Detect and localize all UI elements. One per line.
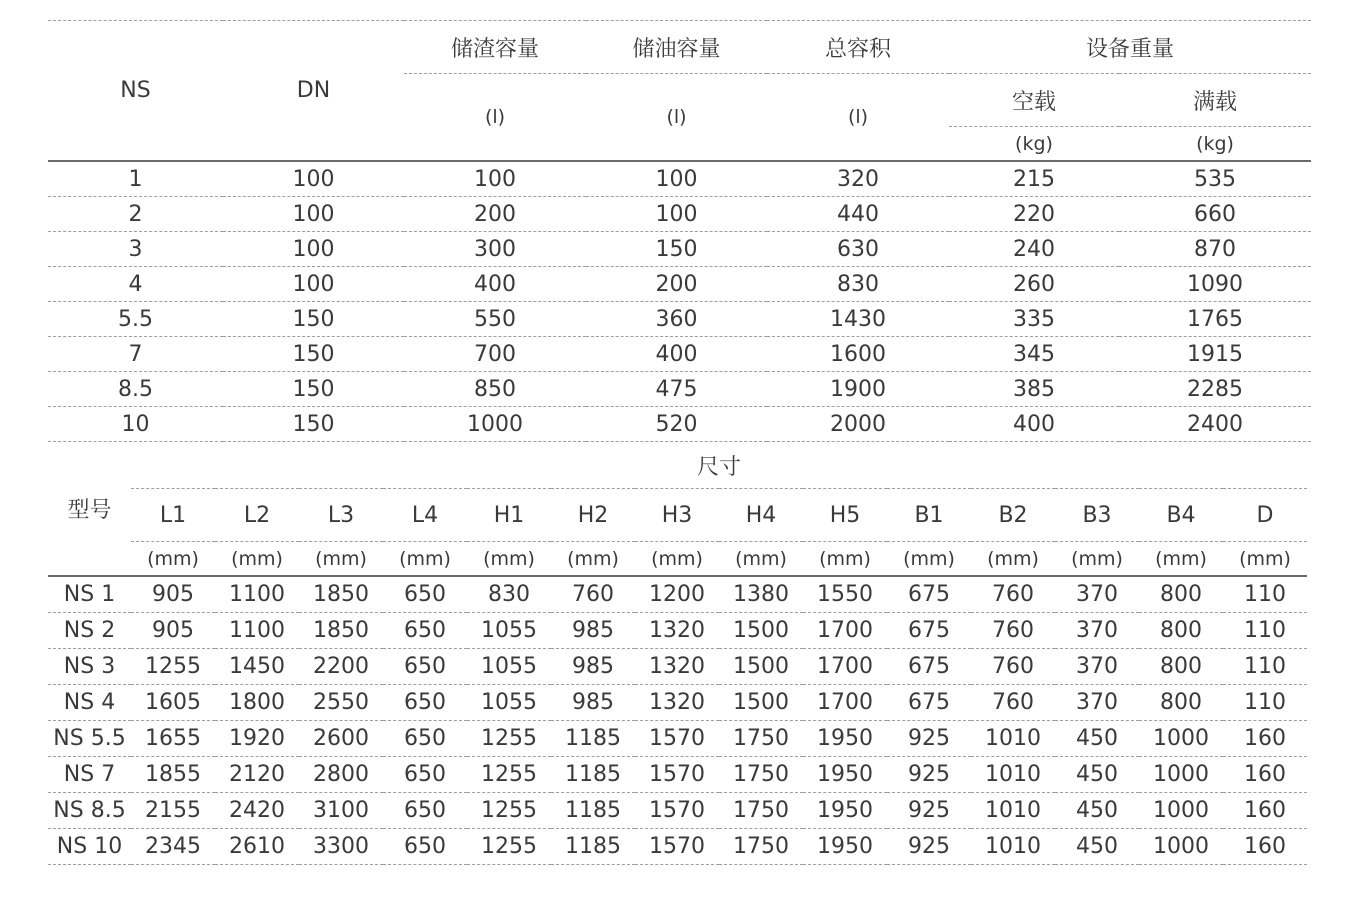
- cell-dim-l3: 1850: [299, 576, 383, 613]
- unit-col-h3: (mm): [651, 547, 703, 570]
- cell-dim-b1: 675: [887, 576, 971, 613]
- header-col-l3: L3: [299, 489, 383, 542]
- cell-dim-l1: 1255: [131, 649, 215, 685]
- cell-empty: 260: [949, 267, 1119, 302]
- unit-empty: (kg): [1015, 132, 1053, 155]
- cell-dim-h5: 1950: [803, 721, 887, 757]
- cell-empty: 335: [949, 302, 1119, 337]
- unit-col-d: (mm): [1239, 547, 1291, 570]
- cell-model: NS 8.5: [48, 793, 131, 829]
- cell-oil: 475: [586, 372, 767, 407]
- cell-dim-d: 110: [1223, 613, 1307, 649]
- unit-col-h4: (mm): [735, 547, 787, 570]
- cell-dim-h2: 760: [551, 576, 635, 613]
- cell-dim-b4: 800: [1139, 685, 1223, 721]
- cell-dim-l1: 1605: [131, 685, 215, 721]
- cell-dim-b2: 760: [971, 685, 1055, 721]
- cell-dim-l3: 2800: [299, 757, 383, 793]
- cell-empty: 240: [949, 232, 1119, 267]
- header-col-l1: L1: [131, 489, 215, 542]
- cell-dn: 100: [223, 197, 404, 232]
- cell-empty: 400: [949, 407, 1119, 442]
- cell-dim-d: 160: [1223, 829, 1307, 865]
- cell-dim-h4: 1750: [719, 793, 803, 829]
- header-col-h5: H5: [803, 489, 887, 542]
- header-equipment-weight: 设备重量: [949, 21, 1311, 74]
- table-row: [48, 793, 1307, 829]
- cell-dn: 150: [223, 407, 404, 442]
- cell-ns: 8.5: [48, 372, 223, 407]
- table-row: [48, 407, 1311, 442]
- cell-dim-l3: 2200: [299, 649, 383, 685]
- cell-ns: 2: [48, 197, 223, 232]
- cell-dim-h1: 1255: [467, 757, 551, 793]
- cell-dim-d: 160: [1223, 721, 1307, 757]
- cell-model: NS 1: [48, 576, 131, 613]
- cell-dn: 150: [223, 337, 404, 372]
- cell-dim-h3: 1570: [635, 793, 719, 829]
- unit-oil: (l): [666, 106, 687, 128]
- cell-dim-h3: 1570: [635, 757, 719, 793]
- cell-dim-l4: 650: [383, 649, 467, 685]
- cell-residue: 850: [404, 372, 586, 407]
- header-dn: DN: [223, 21, 404, 161]
- cell-dim-d: 160: [1223, 793, 1307, 829]
- cell-empty: 345: [949, 337, 1119, 372]
- unit-col-h1: (mm): [483, 547, 535, 570]
- cell-model: NS 10: [48, 829, 131, 865]
- cell-empty: 220: [949, 197, 1119, 232]
- table-row: [48, 613, 1307, 649]
- cell-dim-h1: 1055: [467, 685, 551, 721]
- cell-dim-h3: 1320: [635, 685, 719, 721]
- cell-dim-d: 110: [1223, 685, 1307, 721]
- unit-col-h5: (mm): [819, 547, 871, 570]
- cell-dim-l3: 2600: [299, 721, 383, 757]
- cell-total: 2000: [767, 407, 949, 442]
- cell-dim-b1: 675: [887, 613, 971, 649]
- cell-full: 2400: [1119, 407, 1311, 442]
- header-model: 型号: [67, 498, 112, 523]
- cell-dim-h5: 1950: [803, 829, 887, 865]
- cell-model: NS 5.5: [48, 721, 131, 757]
- cell-dim-b3: 370: [1055, 685, 1139, 721]
- cell-dim-h5: 1700: [803, 685, 887, 721]
- table-row: [48, 829, 1307, 865]
- cell-model: NS 2: [48, 613, 131, 649]
- header-full: 满载: [1119, 74, 1311, 127]
- cell-dim-h2: 1185: [551, 829, 635, 865]
- cell-dim-l2: 2420: [215, 793, 299, 829]
- cell-dim-h1: 1055: [467, 649, 551, 685]
- cell-dim-l1: 1855: [131, 757, 215, 793]
- cell-dim-h1: 1055: [467, 613, 551, 649]
- cell-residue: 550: [404, 302, 586, 337]
- cell-total: 830: [767, 267, 949, 302]
- cell-dim-l2: 1100: [215, 613, 299, 649]
- cell-dim-h1: 1255: [467, 793, 551, 829]
- cell-dim-h5: 1700: [803, 613, 887, 649]
- header-col-l2: L2: [215, 489, 299, 542]
- cell-dim-b1: 925: [887, 757, 971, 793]
- cell-dim-b1: 925: [887, 793, 971, 829]
- cell-dim-l3: 1850: [299, 613, 383, 649]
- cell-dim-h2: 1185: [551, 721, 635, 757]
- cell-dim-h2: 1185: [551, 793, 635, 829]
- header-residue-capacity: 储渣容量: [404, 21, 586, 74]
- cell-dim-l2: 1920: [215, 721, 299, 757]
- cell-dim-l4: 650: [383, 685, 467, 721]
- cell-residue: 400: [404, 267, 586, 302]
- cell-dim-l1: 1655: [131, 721, 215, 757]
- cell-dim-b1: 675: [887, 685, 971, 721]
- cell-full: 1090: [1119, 267, 1311, 302]
- unit-residue: (l): [484, 106, 506, 128]
- cell-dim-l3: 3100: [299, 793, 383, 829]
- cell-dim-d: 110: [1223, 649, 1307, 685]
- cell-dim-h4: 1500: [719, 685, 803, 721]
- cell-ns: 7: [48, 337, 223, 372]
- cell-oil: 100: [586, 161, 767, 197]
- cell-full: 1915: [1119, 337, 1311, 372]
- cell-dim-b1: 675: [887, 649, 971, 685]
- cell-empty: 215: [949, 161, 1119, 197]
- cell-dim-h5: 1700: [803, 649, 887, 685]
- cell-ns: 3: [48, 232, 223, 267]
- cell-ns: 1: [48, 161, 223, 197]
- cell-dim-l4: 650: [383, 613, 467, 649]
- cell-dim-b2: 1010: [971, 829, 1055, 865]
- cell-dim-b4: 1000: [1139, 829, 1223, 865]
- cell-model: NS 3: [48, 649, 131, 685]
- unit-col-b1: (mm): [903, 547, 955, 570]
- cell-residue: 700: [404, 337, 586, 372]
- cell-dn: 100: [223, 267, 404, 302]
- cell-dim-h1: 1255: [467, 721, 551, 757]
- cell-dim-b1: 925: [887, 721, 971, 757]
- cell-dim-b2: 760: [971, 613, 1055, 649]
- cell-dim-h4: 1750: [719, 721, 803, 757]
- cell-residue: 1000: [404, 407, 586, 442]
- cell-dim-b4: 1000: [1139, 793, 1223, 829]
- table-row: [48, 576, 1307, 613]
- cell-dim-h2: 1185: [551, 757, 635, 793]
- cell-dim-l1: 2345: [131, 829, 215, 865]
- cell-dim-b4: 800: [1139, 576, 1223, 613]
- header-col-d: D: [1223, 489, 1307, 542]
- cell-full: 535: [1119, 161, 1311, 197]
- cell-dim-b2: 1010: [971, 793, 1055, 829]
- cell-dim-h2: 985: [551, 685, 635, 721]
- table-row: [48, 302, 1311, 337]
- cell-dim-h3: 1200: [635, 576, 719, 613]
- cell-dim-l3: 3300: [299, 829, 383, 865]
- cell-dim-h2: 985: [551, 649, 635, 685]
- cell-dim-h4: 1380: [719, 576, 803, 613]
- cell-dim-h3: 1320: [635, 649, 719, 685]
- cell-dn: 100: [223, 232, 404, 267]
- cell-dim-b3: 450: [1055, 721, 1139, 757]
- cell-model: NS 7: [48, 757, 131, 793]
- header-col-h1: H1: [467, 489, 551, 542]
- cell-dim-b2: 760: [971, 649, 1055, 685]
- cell-dim-l2: 2610: [215, 829, 299, 865]
- cell-ns: 5.5: [48, 302, 223, 337]
- cell-dim-b4: 1000: [1139, 721, 1223, 757]
- cell-dim-h4: 1750: [719, 829, 803, 865]
- cell-dim-l1: 905: [131, 613, 215, 649]
- table-row: [48, 232, 1311, 267]
- cell-total: 440: [767, 197, 949, 232]
- cell-dim-b3: 450: [1055, 793, 1139, 829]
- cell-residue: 100: [404, 161, 586, 197]
- header-empty: 空载: [949, 74, 1119, 127]
- spec-document: [48, 20, 1311, 865]
- cell-total: 1430: [767, 302, 949, 337]
- header-col-b4: B4: [1139, 489, 1223, 542]
- cell-dim-l4: 650: [383, 829, 467, 865]
- table-row: [48, 197, 1311, 232]
- cell-oil: 100: [586, 197, 767, 232]
- cell-dim-b3: 370: [1055, 613, 1139, 649]
- cell-dim-h5: 1950: [803, 757, 887, 793]
- table-row: [48, 161, 1311, 197]
- table-row: [48, 372, 1311, 407]
- unit-col-b2: (mm): [987, 547, 1039, 570]
- table-row: [48, 757, 1307, 793]
- cell-dim-l3: 2550: [299, 685, 383, 721]
- header-ns: NS: [48, 21, 223, 161]
- capacity-weight-table: [48, 20, 1311, 442]
- cell-dim-b2: 1010: [971, 721, 1055, 757]
- header-total-volume: 总容积: [767, 21, 949, 74]
- table-row: [48, 267, 1311, 302]
- header-col-h3: H3: [635, 489, 719, 542]
- unit-col-b3: (mm): [1071, 547, 1123, 570]
- cell-residue: 200: [404, 197, 586, 232]
- cell-dim-h2: 985: [551, 613, 635, 649]
- cell-dim-h5: 1550: [803, 576, 887, 613]
- cell-dim-l2: 1800: [215, 685, 299, 721]
- cell-dim-l2: 2120: [215, 757, 299, 793]
- cell-dim-b1: 925: [887, 829, 971, 865]
- cell-dim-l2: 1100: [215, 576, 299, 613]
- unit-col-l4: (mm): [399, 547, 451, 570]
- cell-dim-l4: 650: [383, 576, 467, 613]
- cell-residue: 300: [404, 232, 586, 267]
- cell-dn: 150: [223, 372, 404, 407]
- cell-dim-b4: 800: [1139, 613, 1223, 649]
- cell-full: 2285: [1119, 372, 1311, 407]
- cell-dim-b4: 1000: [1139, 757, 1223, 793]
- unit-col-b4: (mm): [1155, 547, 1207, 570]
- cell-dim-l4: 650: [383, 721, 467, 757]
- cell-dim-h1: 1255: [467, 829, 551, 865]
- table-row: [48, 685, 1307, 721]
- cell-dim-h4: 1500: [719, 649, 803, 685]
- cell-dim-h4: 1500: [719, 613, 803, 649]
- header-oil-capacity: 储油容量: [586, 21, 767, 74]
- cell-total: 1600: [767, 337, 949, 372]
- header-col-b3: B3: [1055, 489, 1139, 542]
- cell-dim-l2: 1450: [215, 649, 299, 685]
- cell-oil: 400: [586, 337, 767, 372]
- cell-dim-h3: 1570: [635, 721, 719, 757]
- header-col-b1: B1: [887, 489, 971, 542]
- cell-dim-b3: 450: [1055, 757, 1139, 793]
- table-row: [48, 337, 1311, 372]
- cell-full: 870: [1119, 232, 1311, 267]
- cell-dim-h3: 1570: [635, 829, 719, 865]
- cell-dim-l4: 650: [383, 793, 467, 829]
- header-col-b2: B2: [971, 489, 1055, 542]
- unit-col-l2: (mm): [231, 547, 283, 570]
- cell-dim-b3: 450: [1055, 829, 1139, 865]
- cell-dim-l1: 905: [131, 576, 215, 613]
- cell-oil: 200: [586, 267, 767, 302]
- cell-dn: 100: [223, 161, 404, 197]
- cell-full: 660: [1119, 197, 1311, 232]
- cell-dim-h5: 1950: [803, 793, 887, 829]
- cell-dim-l1: 2155: [131, 793, 215, 829]
- cell-model: NS 4: [48, 685, 131, 721]
- cell-full: 1765: [1119, 302, 1311, 337]
- cell-dim-b2: 1010: [971, 757, 1055, 793]
- header-col-l4: L4: [383, 489, 467, 542]
- cell-dim-d: 160: [1223, 757, 1307, 793]
- cell-ns: 10: [48, 407, 223, 442]
- dimensions-table: [48, 442, 1307, 865]
- header-col-h2: H2: [551, 489, 635, 542]
- cell-empty: 385: [949, 372, 1119, 407]
- cell-dn: 150: [223, 302, 404, 337]
- cell-dim-b2: 760: [971, 576, 1055, 613]
- unit-total: (l): [847, 106, 869, 128]
- cell-total: 320: [767, 161, 949, 197]
- cell-dim-h4: 1750: [719, 757, 803, 793]
- header-col-h4: H4: [719, 489, 803, 542]
- unit-col-l1: (mm): [147, 547, 199, 570]
- header-dimensions: 尺寸: [131, 442, 1307, 489]
- cell-oil: 520: [586, 407, 767, 442]
- cell-dim-h3: 1320: [635, 613, 719, 649]
- unit-col-h2: (mm): [567, 547, 619, 570]
- cell-dim-h1: 830: [467, 576, 551, 613]
- cell-dim-b3: 370: [1055, 649, 1139, 685]
- cell-oil: 150: [586, 232, 767, 267]
- cell-dim-b3: 370: [1055, 576, 1139, 613]
- cell-ns: 4: [48, 267, 223, 302]
- cell-dim-d: 110: [1223, 576, 1307, 613]
- cell-oil: 360: [586, 302, 767, 337]
- cell-dim-b4: 800: [1139, 649, 1223, 685]
- table-row: [48, 721, 1307, 757]
- cell-total: 1900: [767, 372, 949, 407]
- cell-total: 630: [767, 232, 949, 267]
- unit-full: (kg): [1196, 132, 1234, 155]
- cell-dim-l4: 650: [383, 757, 467, 793]
- table-row: [48, 649, 1307, 685]
- unit-col-l3: (mm): [315, 547, 367, 570]
